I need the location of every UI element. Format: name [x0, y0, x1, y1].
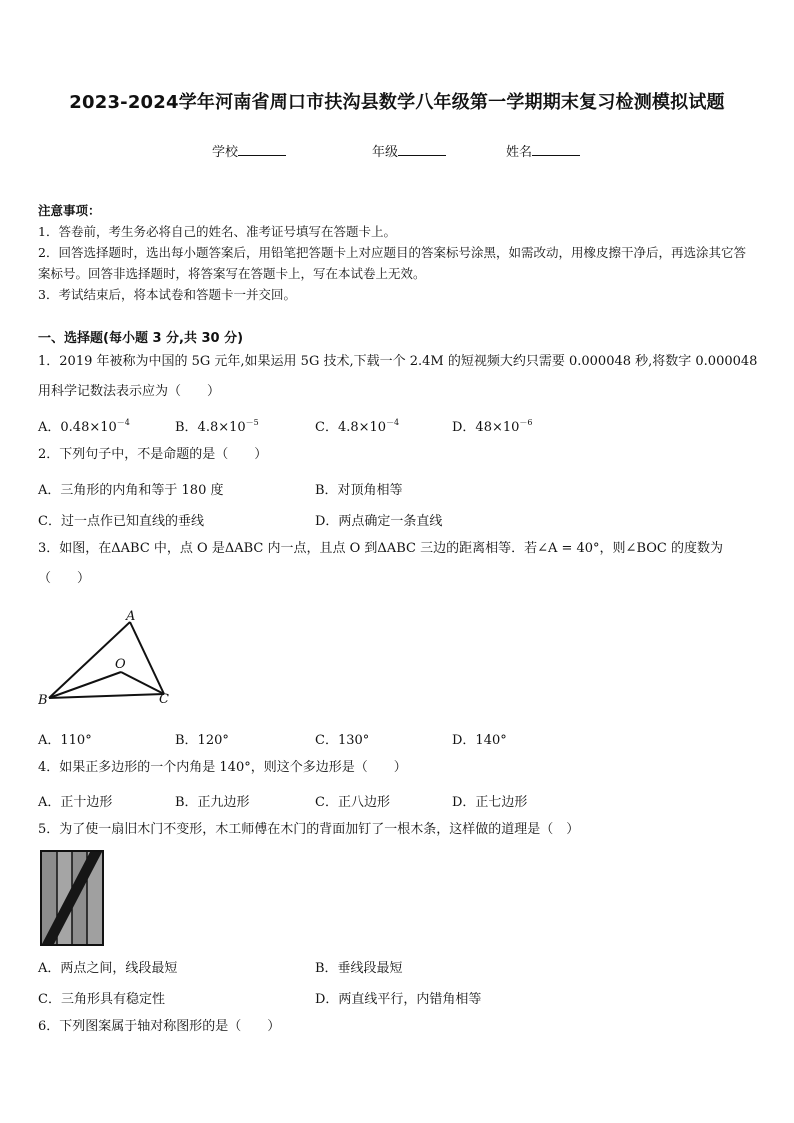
question-3-options: [38, 729, 760, 749]
notice-item: 3．考试结束后，将本试卷和答题卡一并交回。: [38, 287, 296, 302]
name-blank: [532, 143, 580, 156]
name-field: [506, 141, 580, 160]
wooden-door-figure: [40, 850, 104, 946]
grade-field: [372, 141, 446, 160]
name-label: 姓名: [506, 145, 533, 160]
question-3-stem: 3．如图，在ΔABC 中，点 O 是ΔABC 内一点，且点 O 到ΔABC 三边的距离相等．若∠A = 40°，则∠BOC 的度数为（ ）: [38, 541, 723, 586]
option-d: D．正七边形: [452, 795, 528, 810]
option-b: B．垂线段最短: [315, 961, 403, 976]
option-a: A．110°: [38, 733, 92, 748]
grade-label: 年级: [372, 145, 399, 160]
question-2-stem: 2．下列句子中，不是命题的是（ ）: [38, 447, 268, 462]
vertex-a-label: A: [126, 609, 136, 624]
notice-title: 注意事项：: [38, 203, 101, 218]
question-5-options: [38, 957, 760, 977]
option-c: C．正八边形: [315, 795, 390, 810]
question-4-stem: 4．如果正多边形的一个内角是 140°，则这个多边形是（ ）: [38, 760, 407, 775]
school-field: [212, 141, 286, 160]
question-6-stem: 6．下列图案属于轴对称图形的是（ ）: [38, 1019, 281, 1034]
question-1-options: [38, 416, 760, 436]
option-c: C．130°: [315, 733, 370, 748]
grade-blank: [398, 143, 446, 156]
option-d: D．$48\times 10^{-6}$: [452, 418, 533, 435]
student-info-row: [0, 141, 794, 161]
question-4-options: [38, 791, 760, 811]
option-d: D．140°: [452, 733, 507, 748]
vertex-c-label: C: [159, 692, 169, 707]
question-2-options-row2: [38, 510, 760, 530]
notice-item: 1．答卷前，考生务必将自己的姓名、准考证号填写在答题卡上。: [38, 224, 396, 239]
option-c: C．三角形具有稳定性: [38, 992, 165, 1007]
school-blank: [238, 143, 286, 156]
option-c: C．$4.8\times 10^{-4}$: [315, 418, 400, 435]
question-1-stem: 1．2019 年被称为中国的 5G 元年,如果运用 5G 技术,下载一个 2.4M 的短视频大约只需要 0.000048 秒,将数字 0.000048 用科学记数法表示应为（ ）: [38, 354, 758, 399]
option-b: B．正九边形: [175, 795, 250, 810]
option-d: D．两点确定一条直线: [315, 514, 443, 529]
option-a: A．$0.48\times 10^{-4}$: [38, 418, 130, 435]
option-b: B．$4.8\times 10^{-5}$: [175, 418, 259, 435]
section-heading: 一、选择题(每小题 3 分,共 30 分): [38, 331, 244, 346]
page-title: 2023-2024学年河南省周口市扶沟县数学八年级第一学期期末复习检测模拟试题: [69, 92, 725, 113]
option-b: B．120°: [175, 733, 229, 748]
question-5-options-row2: [38, 988, 760, 1008]
option-d: D．两直线平行，内错角相等: [315, 992, 482, 1007]
option-a: A．两点之间，线段最短: [38, 961, 178, 976]
question-5-stem: 5．为了使一扇旧木门不变形，木工师傅在木门的背面加钉了一根木条，这样做的道理是（ ）: [38, 822, 580, 837]
school-label: 学校: [212, 145, 239, 160]
notice-item: 2．回答选择题时，选出每小题答案后，用铅笔把答题卡上对应题目的答案标号涂黑，如需改动，用橡皮擦干净后，再选涂其它答案标号。回答非选择题时，将答案写在答题卡上，写在本试卷上无效。: [38, 245, 746, 281]
option-a: A．正十边形: [38, 795, 113, 810]
vertex-b-label: B: [38, 693, 48, 708]
notice-block: [38, 200, 758, 305]
option-c: C．过一点作已知直线的垂线: [38, 514, 204, 529]
triangle-abc-figure: [38, 604, 178, 710]
option-b: B．对顶角相等: [315, 483, 403, 498]
vertex-o-label: O: [115, 657, 126, 672]
option-a: A．三角形的内角和等于 180 度: [38, 483, 224, 498]
question-2-options: [38, 479, 760, 499]
